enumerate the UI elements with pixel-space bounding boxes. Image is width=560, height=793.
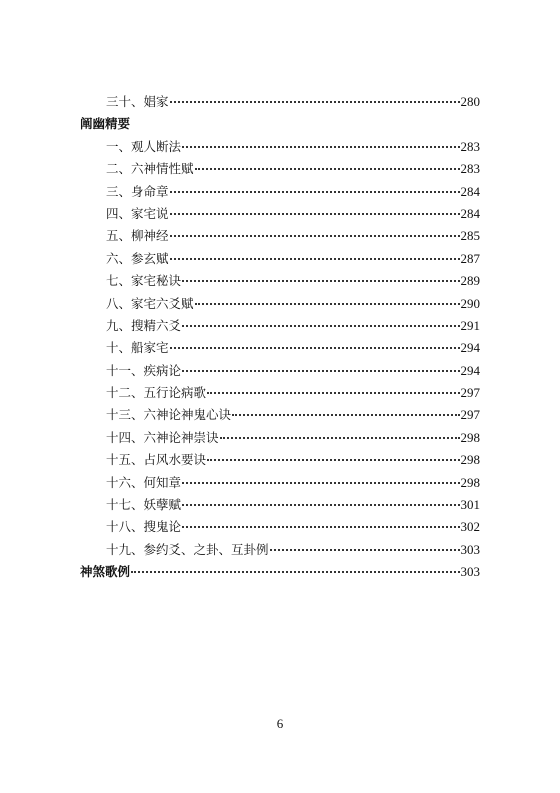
toc-entry[interactable]	[80, 449, 480, 471]
toc-entry[interactable]	[80, 181, 480, 203]
toc-entry-page: 280	[460, 94, 480, 109]
toc-entry-title: 六、参玄赋	[106, 250, 169, 266]
toc-entry[interactable]	[80, 427, 480, 449]
dot-leader	[232, 408, 459, 416]
dot-leader	[182, 498, 459, 506]
toc-entry-title: 神煞歌例	[80, 564, 131, 580]
toc-entry-page: 297	[460, 407, 480, 423]
toc-entry-title: 十、船家宅	[106, 340, 169, 356]
toc-entry-page: 302	[460, 519, 480, 535]
dot-leader	[207, 453, 459, 461]
toc-section-heading[interactable]	[80, 113, 480, 135]
page-number: 6	[276, 716, 284, 731]
toc-entry-page: 298	[460, 452, 480, 468]
toc-entry-title: 三、身命章	[106, 183, 169, 199]
toc-entry-title: 十八、搜鬼论	[106, 519, 182, 535]
toc-entry[interactable]	[80, 404, 480, 426]
dot-leader	[182, 364, 459, 372]
toc-entry-page: 284	[460, 183, 480, 199]
toc-entry[interactable]	[80, 136, 480, 158]
toc-section-heading[interactable]	[80, 561, 480, 583]
toc-entry[interactable]	[80, 337, 480, 359]
toc-entry[interactable]	[80, 539, 480, 561]
toc-entry-title: 十四、六神论神崇诀	[106, 429, 219, 445]
dot-leader	[195, 297, 460, 305]
toc-entry-page: 283	[460, 138, 480, 154]
toc-entry[interactable]	[80, 516, 480, 538]
toc-entry-page: 301	[460, 497, 480, 513]
toc-entry-title: 十三、六神论神鬼心诀	[106, 407, 232, 423]
dot-leader	[170, 341, 460, 349]
dot-leader	[182, 476, 459, 484]
toc-entry-title: 十一、疾病论	[106, 362, 182, 378]
toc-entry[interactable]	[80, 315, 480, 337]
toc-entry-page: 285	[460, 228, 480, 244]
toc-entry-title: 三十、娼家	[106, 94, 169, 109]
toc-entry-page: 303	[460, 541, 480, 557]
dot-leader	[270, 543, 460, 551]
toc-entry-page: 294	[460, 362, 480, 378]
toc-entry-title: 一、观人断法	[106, 138, 182, 154]
dot-leader	[207, 386, 459, 394]
table-of-contents	[80, 91, 480, 584]
toc-entry[interactable]	[80, 225, 480, 247]
toc-entry-title: 十六、何知章	[106, 474, 182, 490]
toc-entry[interactable]	[80, 382, 480, 404]
dot-leader	[131, 565, 459, 573]
dot-leader	[170, 95, 460, 103]
toc-entry[interactable]	[80, 360, 480, 382]
dot-leader	[170, 185, 460, 193]
toc-entry[interactable]	[80, 270, 480, 292]
toc-entry[interactable]	[80, 91, 480, 113]
toc-entry[interactable]	[80, 203, 480, 225]
toc-entry[interactable]	[80, 494, 480, 516]
dot-leader	[170, 229, 460, 237]
toc-entry-title: 十七、妖孽赋	[106, 497, 182, 513]
toc-entry-page: 290	[460, 295, 480, 311]
toc-entry-title: 五、柳神经	[106, 228, 169, 244]
toc-entry-page: 289	[460, 273, 480, 289]
toc-entry-title: 二、六神情性赋	[106, 161, 194, 177]
dot-leader	[170, 252, 460, 260]
toc-entry-title: 九、搜精六爻	[106, 317, 182, 333]
toc-entry[interactable]	[80, 472, 480, 494]
toc-entry-title: 四、家宅说	[106, 205, 169, 221]
dot-leader	[182, 274, 459, 282]
toc-entry-page: 294	[460, 340, 480, 356]
toc-entry[interactable]	[80, 248, 480, 270]
toc-entry-page: 283	[460, 161, 480, 177]
toc-entry-title: 十二、五行论病歌	[106, 385, 207, 401]
dot-leader	[182, 140, 459, 148]
toc-entry[interactable]	[80, 158, 480, 180]
toc-entry-page: 291	[460, 317, 480, 333]
toc-entry-page: 303	[460, 564, 480, 580]
toc-entry-page: 284	[460, 205, 480, 221]
toc-entry-title: 十九、参约爻、之卦、互卦例	[106, 541, 269, 557]
toc-entry-title: 十五、占风水要诀	[106, 452, 207, 468]
toc-entry[interactable]	[80, 293, 480, 315]
dot-leader	[195, 162, 460, 170]
toc-entry-title: 八、家宅六爻赋	[106, 295, 194, 311]
toc-entry-page: 298	[460, 429, 480, 445]
toc-entry-page: 287	[460, 250, 480, 266]
dot-leader	[220, 431, 460, 439]
toc-entry-page: 297	[460, 385, 480, 401]
toc-entry-title: 七、家宅秘诀	[106, 273, 182, 289]
toc-entry-page: 298	[460, 474, 480, 490]
dot-leader	[170, 207, 460, 215]
dot-leader	[182, 520, 459, 528]
dot-leader	[182, 319, 459, 327]
toc-entry-title: 阐幽精要	[80, 116, 131, 132]
